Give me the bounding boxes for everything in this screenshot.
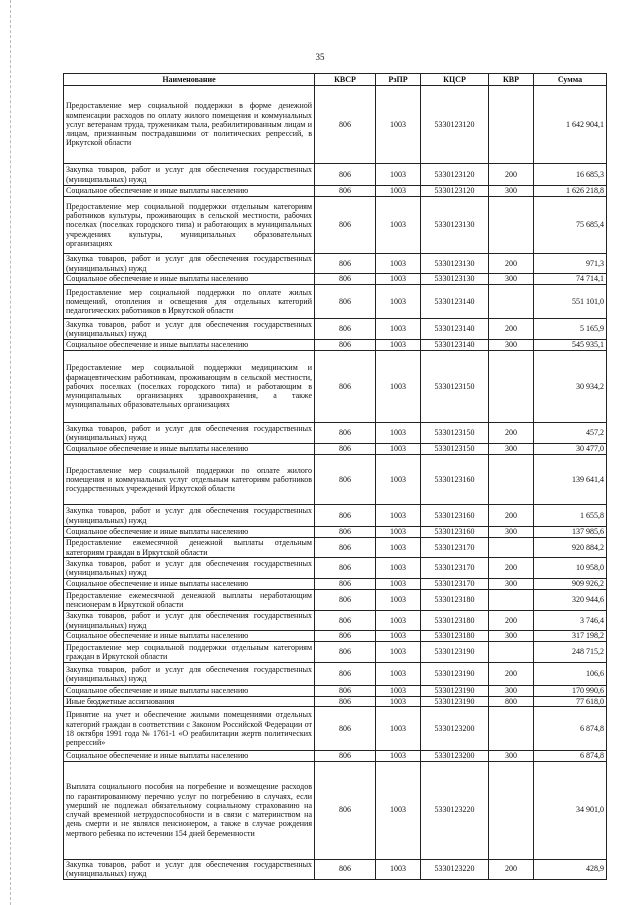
table-row (64, 663, 607, 686)
cell-kvsr: 806 (315, 351, 376, 423)
cell-kvr: 300 (489, 340, 534, 351)
cell-kcsr: 5330123180 (421, 590, 489, 611)
cell-kvsr: 806 (315, 423, 376, 444)
cell-kvsr: 806 (315, 707, 376, 751)
header-kvsr: КВСР (315, 74, 376, 86)
cell-sum: 74 714,1 (534, 274, 607, 285)
cell-kcsr: 5330123170 (421, 579, 489, 590)
cell-kvr (489, 455, 534, 505)
cell-sum: 34 901,0 (534, 761, 607, 859)
cell-kcsr: 5330123190 (421, 686, 489, 697)
table-row (64, 285, 607, 319)
cell-kcsr: 5330123120 (421, 164, 489, 186)
cell-kvr (489, 642, 534, 663)
cell-kvr: 300 (489, 631, 534, 642)
cell-kvsr: 806 (315, 444, 376, 455)
cell-kvr: 200 (489, 505, 534, 527)
cell-name: Предоставление мер социальной поддержки отдельным категориям работников культуры, проживающих в сельской местности, рабочих поселках (поселках городского типа) и работающих в муниципальных учреждениях культуры, муниципальных образовательных организациях (64, 197, 315, 254)
table-row (64, 455, 607, 505)
cell-kvsr: 806 (315, 663, 376, 686)
budget-table (63, 73, 607, 880)
cell-kcsr: 5330123190 (421, 697, 489, 707)
cell-name: Предоставление мер социальной поддержки отдельным категориям граждан в Иркутской области (64, 642, 315, 663)
cell-kvr: 200 (489, 663, 534, 686)
cell-name: Закупка товаров, работ и услуг для обеспечения государственных (муниципальных) нужд (64, 254, 315, 274)
cell-name: Закупка товаров, работ и услуг для обеспечения государственных (муниципальных) нужд (64, 663, 315, 686)
cell-name: Социальное обеспечение и иные выплаты населению (64, 751, 315, 761)
cell-kvr: 300 (489, 186, 534, 197)
table-row (64, 579, 607, 590)
cell-kvsr: 806 (315, 505, 376, 527)
cell-kvr: 200 (489, 319, 534, 340)
cell-rzpr: 1003 (376, 186, 421, 197)
cell-name: Социальное обеспечение и иные выплаты населению (64, 631, 315, 642)
table-row (64, 538, 607, 558)
cell-rzpr: 1003 (376, 86, 421, 164)
table-row (64, 274, 607, 285)
cell-name: Закупка товаров, работ и услуг для обеспечения государственных (муниципальных) нужд (64, 319, 315, 340)
cell-rzpr: 1003 (376, 455, 421, 505)
cell-kcsr: 5330123180 (421, 631, 489, 642)
cell-sum: 6 874,8 (534, 751, 607, 761)
cell-kvsr: 806 (315, 538, 376, 558)
table-row (64, 423, 607, 444)
cell-kcsr: 5330123130 (421, 254, 489, 274)
cell-kcsr: 5330123170 (421, 538, 489, 558)
cell-kvr (489, 590, 534, 611)
cell-name: Социальное обеспечение и иные выплаты населению (64, 444, 315, 455)
cell-name: Предоставление мер социальной поддержки по оплате жилого помещения и коммунальных услуг отдельным категориям работников государственных учреждений Иркутской области (64, 455, 315, 505)
cell-kvr: 300 (489, 527, 534, 538)
cell-rzpr: 1003 (376, 285, 421, 319)
cell-sum: 30 934,2 (534, 351, 607, 423)
cell-kvsr: 806 (315, 611, 376, 631)
cell-sum: 3 746,4 (534, 611, 607, 631)
table-row (64, 505, 607, 527)
cell-sum: 551 101,0 (534, 285, 607, 319)
cell-kvsr: 806 (315, 197, 376, 254)
cell-kvr: 800 (489, 697, 534, 707)
cell-kcsr: 5330123220 (421, 859, 489, 879)
cell-kvsr: 806 (315, 86, 376, 164)
cell-sum: 6 874,8 (534, 707, 607, 751)
cell-name: Предоставление мер социальной поддержки медицинским и фармацевтическим работникам, проживающим в сельской местности, рабочих поселках (поселках городского типа) и работающим в муниципальных организациях здравоохранения, а также муниципальных образовательных организациях (64, 351, 315, 423)
cell-name: Закупка товаров, работ и услуг для обеспечения государственных (муниципальных) нужд (64, 859, 315, 879)
cell-name: Закупка товаров, работ и услуг для обеспечения государственных (муниципальных) нужд (64, 423, 315, 444)
cell-kvsr: 806 (315, 686, 376, 697)
table-header-row (64, 74, 607, 86)
cell-kcsr: 5330123150 (421, 351, 489, 423)
cell-rzpr: 1003 (376, 319, 421, 340)
page-number: 35 (315, 52, 325, 62)
cell-kvsr: 806 (315, 340, 376, 351)
cell-name: Социальное обеспечение и иные выплаты населению (64, 186, 315, 197)
cell-rzpr: 1003 (376, 642, 421, 663)
cell-kvr: 300 (489, 444, 534, 455)
cell-rzpr: 1003 (376, 859, 421, 879)
cell-rzpr: 1003 (376, 761, 421, 859)
cell-name: Предоставление ежемесячной денежной выплаты неработающим пенсионерам в Иркутской области (64, 590, 315, 611)
cell-sum: 248 715,2 (534, 642, 607, 663)
table-row (64, 611, 607, 631)
cell-kcsr: 5330123120 (421, 186, 489, 197)
cell-rzpr: 1003 (376, 423, 421, 444)
table-row (64, 340, 607, 351)
cell-kvr (489, 86, 534, 164)
cell-kvsr: 806 (315, 285, 376, 319)
cell-kvsr: 806 (315, 859, 376, 879)
cell-name: Выплата социального пособия на погребение и возмещение расходов по гарантированному перечню услуг по погребению в случаях, если умерший не подлежал обязательному социальному страхованию на случай временной нетрудоспособности и в связи с материнством на день смерти и не являлся пенсионером, а также в случае рождения мертвого ребенка по истечении 154 дней беременности (64, 761, 315, 859)
cell-rzpr: 1003 (376, 697, 421, 707)
cell-kvr: 300 (489, 274, 534, 285)
table-row (64, 558, 607, 579)
cell-sum: 317 198,2 (534, 631, 607, 642)
cell-name: Предоставление ежемесячной денежной выплаты отдельным категориям граждан в Иркутской области (64, 538, 315, 558)
table-row (64, 164, 607, 186)
cell-sum: 545 935,1 (534, 340, 607, 351)
cell-name: Социальное обеспечение и иные выплаты населению (64, 527, 315, 538)
cell-rzpr: 1003 (376, 579, 421, 590)
cell-rzpr: 1003 (376, 663, 421, 686)
cell-rzpr: 1003 (376, 751, 421, 761)
cell-name: Социальное обеспечение и иные выплаты населению (64, 274, 315, 285)
table-row (64, 86, 607, 164)
binding-margin (10, 0, 12, 905)
cell-kcsr: 5330123220 (421, 761, 489, 859)
cell-rzpr: 1003 (376, 707, 421, 751)
cell-kcsr: 5330123130 (421, 197, 489, 254)
cell-kcsr: 5330123150 (421, 423, 489, 444)
cell-name: Предоставление мер социальной поддержки в форме денежной компенсации расходов по оплату жилого помещения и коммунальных услуг ветеранам труда, труженикам тыла, реабилитированным лицам и лицам, признанным пострадавшими от политических репрессий, в Иркутской области (64, 86, 315, 164)
cell-kvr (489, 761, 534, 859)
header-name: Наименование (64, 74, 315, 86)
cell-kvsr: 806 (315, 455, 376, 505)
cell-name: Социальное обеспечение и иные выплаты населению (64, 340, 315, 351)
table-row (64, 707, 607, 751)
cell-kcsr: 5330123140 (421, 285, 489, 319)
cell-name: Социальное обеспечение и иные выплаты населению (64, 579, 315, 590)
cell-rzpr: 1003 (376, 527, 421, 538)
table-row (64, 186, 607, 197)
cell-kvsr: 806 (315, 697, 376, 707)
cell-kvsr: 806 (315, 761, 376, 859)
cell-kcsr: 5330123130 (421, 274, 489, 285)
cell-kvr (489, 197, 534, 254)
cell-sum: 1 642 904,1 (534, 86, 607, 164)
table-row (64, 590, 607, 611)
table-row (64, 686, 607, 697)
cell-rzpr: 1003 (376, 254, 421, 274)
cell-kcsr: 5330123200 (421, 751, 489, 761)
cell-rzpr: 1003 (376, 197, 421, 254)
cell-rzpr: 1003 (376, 340, 421, 351)
cell-kvsr: 806 (315, 186, 376, 197)
table-row (64, 697, 607, 707)
cell-sum: 320 944,6 (534, 590, 607, 611)
cell-sum: 5 165,9 (534, 319, 607, 340)
cell-sum: 457,2 (534, 423, 607, 444)
table-row (64, 197, 607, 254)
cell-sum: 920 884,2 (534, 538, 607, 558)
cell-sum: 1 626 218,8 (534, 186, 607, 197)
cell-kvr: 200 (489, 558, 534, 579)
cell-name: Предоставление мер социальной поддержки по оплате жилых помещений, отопления и освещения для отдельных категорий педагогических работников в Иркутской области (64, 285, 315, 319)
table-row (64, 751, 607, 761)
cell-kvsr: 806 (315, 319, 376, 340)
cell-kcsr: 5330123170 (421, 558, 489, 579)
table-row (64, 254, 607, 274)
cell-sum: 16 685,3 (534, 164, 607, 186)
cell-kvr: 200 (489, 254, 534, 274)
cell-kcsr: 5330123120 (421, 86, 489, 164)
cell-sum: 1 655,8 (534, 505, 607, 527)
cell-kvr (489, 351, 534, 423)
cell-kcsr: 5330123180 (421, 611, 489, 631)
cell-kcsr: 5330123150 (421, 444, 489, 455)
cell-kvr (489, 285, 534, 319)
cell-name: Закупка товаров, работ и услуг для обеспечения государственных (муниципальных) нужд (64, 558, 315, 579)
cell-kvr: 300 (489, 579, 534, 590)
cell-kvr (489, 538, 534, 558)
cell-rzpr: 1003 (376, 505, 421, 527)
cell-kvr: 200 (489, 164, 534, 186)
header-sum: Сумма (534, 74, 607, 86)
cell-rzpr: 1003 (376, 164, 421, 186)
cell-rzpr: 1003 (376, 444, 421, 455)
cell-rzpr: 1003 (376, 538, 421, 558)
cell-kvsr: 806 (315, 254, 376, 274)
cell-kvsr: 806 (315, 642, 376, 663)
cell-kvsr: 806 (315, 590, 376, 611)
header-kcsr: КЦСР (421, 74, 489, 86)
cell-kcsr: 5330123140 (421, 319, 489, 340)
cell-name: Закупка товаров, работ и услуг для обеспечения государственных (муниципальных) нужд (64, 505, 315, 527)
cell-kcsr: 5330123190 (421, 642, 489, 663)
cell-rzpr: 1003 (376, 351, 421, 423)
cell-rzpr: 1003 (376, 686, 421, 697)
cell-rzpr: 1003 (376, 611, 421, 631)
table-row (64, 527, 607, 538)
cell-sum: 971,3 (534, 254, 607, 274)
cell-kvsr: 806 (315, 527, 376, 538)
cell-sum: 170 990,6 (534, 686, 607, 697)
cell-kvsr: 806 (315, 164, 376, 186)
cell-sum: 106,6 (534, 663, 607, 686)
table-row (64, 631, 607, 642)
table-row (64, 761, 607, 859)
cell-sum: 30 477,0 (534, 444, 607, 455)
cell-kcsr: 5330123160 (421, 455, 489, 505)
cell-name: Социальное обеспечение и иные выплаты населению (64, 686, 315, 697)
cell-sum: 75 685,4 (534, 197, 607, 254)
cell-kvsr: 806 (315, 579, 376, 590)
header-kvr: КВР (489, 74, 534, 86)
table-row (64, 319, 607, 340)
cell-kvsr: 806 (315, 631, 376, 642)
cell-kcsr: 5330123190 (421, 663, 489, 686)
cell-sum: 909 926,2 (534, 579, 607, 590)
cell-kvr: 200 (489, 423, 534, 444)
cell-name: Принятие на учет и обеспечение жилыми помещениями отдельных категорий граждан в соответствии с Законом Российской Федерации от 18 октября 1991 года № 1761-1 «О реабилитации жертв политических репрессий» (64, 707, 315, 751)
cell-kvr: 200 (489, 611, 534, 631)
cell-sum: 10 958,0 (534, 558, 607, 579)
table-row (64, 642, 607, 663)
cell-kcsr: 5330123160 (421, 527, 489, 538)
cell-sum: 137 985,6 (534, 527, 607, 538)
cell-rzpr: 1003 (376, 631, 421, 642)
cell-name: Закупка товаров, работ и услуг для обеспечения государственных (муниципальных) нужд (64, 164, 315, 186)
table-row (64, 444, 607, 455)
cell-sum: 77 618,0 (534, 697, 607, 707)
cell-rzpr: 1003 (376, 274, 421, 285)
cell-rzpr: 1003 (376, 558, 421, 579)
cell-name: Закупка товаров, работ и услуг для обеспечения государственных (муниципальных) нужд (64, 611, 315, 631)
cell-sum: 428,9 (534, 859, 607, 879)
cell-kvsr: 806 (315, 274, 376, 285)
cell-kvr (489, 707, 534, 751)
cell-kvsr: 806 (315, 751, 376, 761)
cell-kcsr: 5330123160 (421, 505, 489, 527)
cell-kvr: 200 (489, 859, 534, 879)
cell-kcsr: 5330123200 (421, 707, 489, 751)
table-row (64, 859, 607, 879)
header-rzpr: РзПР (376, 74, 421, 86)
cell-kvr: 300 (489, 751, 534, 761)
table-row (64, 351, 607, 423)
cell-kcsr: 5330123140 (421, 340, 489, 351)
cell-kvsr: 806 (315, 558, 376, 579)
cell-sum: 139 641,4 (534, 455, 607, 505)
cell-name: Иные бюджетные ассигнования (64, 697, 315, 707)
cell-kvr: 300 (489, 686, 534, 697)
cell-rzpr: 1003 (376, 590, 421, 611)
